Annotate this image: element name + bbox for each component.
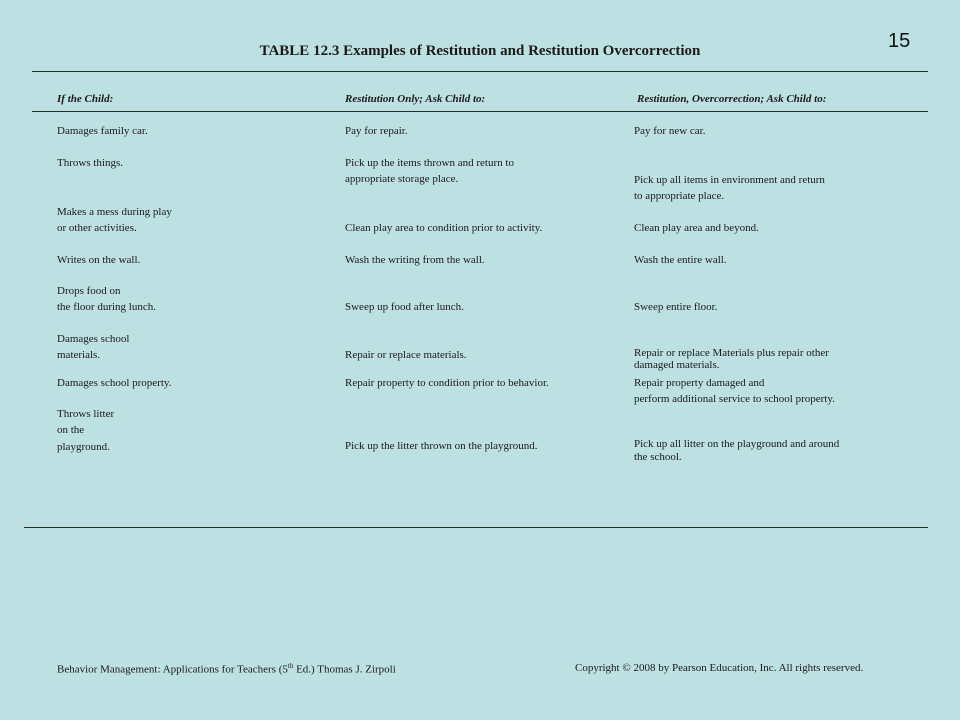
table-row-7-overcorrection: Repair property damaged and perform additional service to school property. bbox=[634, 377, 835, 406]
header-child: If the Child: bbox=[57, 93, 114, 105]
table-row-2-child: Throws things. bbox=[57, 157, 123, 169]
slide-number: 15 bbox=[888, 30, 911, 52]
table-row-4-overcorrection: Wash the entire wall. bbox=[634, 254, 727, 266]
header-rule bbox=[32, 111, 928, 112]
table-row-7-restitution: Repair property to condition prior to behavior. bbox=[345, 377, 549, 389]
table-row-2-restitution: Pick up the items thrown and return to appropriate storage place. bbox=[345, 157, 514, 186]
table-row-2-overcorrection: Pick up all items in environment and return to appropriate place. bbox=[634, 174, 825, 203]
table-title-text: TABLE 12.3 Examples of Restitution and Restitution Overcorrection bbox=[259, 43, 701, 59]
table-row-8-child: Throws litter on the playground. bbox=[57, 408, 115, 453]
table-row-8-restitution: Pick up the litter thrown on the playground. bbox=[345, 440, 538, 452]
table-row-5-child: Drops food on the floor during lunch. bbox=[57, 285, 156, 314]
bottom-rule bbox=[24, 527, 928, 528]
table-row-4-restitution: Wash the writing from the wall. bbox=[345, 254, 485, 266]
table-row-6-restitution: Repair or replace materials. bbox=[345, 349, 467, 361]
footer-citation bbox=[57, 662, 396, 676]
table-row-6-child: Damages school materials. bbox=[57, 333, 130, 362]
footer-citation-suffix: Ed.) Thomas J. Zirpoli bbox=[293, 663, 396, 676]
table-row-1-child: Damages family car. bbox=[57, 125, 148, 137]
header-overcorrection: Restitution, Overcorrection; Ask Child to: bbox=[637, 93, 827, 105]
table-row-7-child: Damages school property. bbox=[57, 377, 172, 389]
table-row-1-restitution: Pay for repair. bbox=[345, 125, 408, 137]
table-row-3-overcorrection: Clean play area and beyond. bbox=[634, 222, 759, 234]
footer-citation-superscript: th bbox=[287, 662, 294, 670]
table-row-6-overcorrection: Repair or replace Materials plus repair other damaged materials. bbox=[634, 347, 829, 371]
table-row-4-child: Writes on the wall. bbox=[57, 254, 141, 266]
footer-citation-prefix: Behavior Management: Applications for Teachers (5 bbox=[57, 663, 288, 676]
table-row-5-overcorrection: Sweep entire floor. bbox=[634, 301, 718, 313]
table-row-8-overcorrection: Pick up all litter on the playground and around the school. bbox=[634, 438, 840, 463]
table-title bbox=[0, 43, 960, 60]
table-row-3-child: Makes a mess during play or other activities. bbox=[57, 206, 172, 235]
footer-copyright: Copyright © 2008 by Pearson Education, Inc. All rights reserved. bbox=[575, 662, 864, 674]
top-rule bbox=[32, 71, 928, 72]
table-row-3-restitution: Clean play area to condition prior to activity. bbox=[345, 222, 543, 234]
table-row-5-restitution: Sweep up food after lunch. bbox=[345, 301, 464, 313]
table-row-1-overcorrection: Pay for new car. bbox=[634, 125, 706, 137]
header-restitution: Restitution Only; Ask Child to: bbox=[345, 93, 486, 105]
